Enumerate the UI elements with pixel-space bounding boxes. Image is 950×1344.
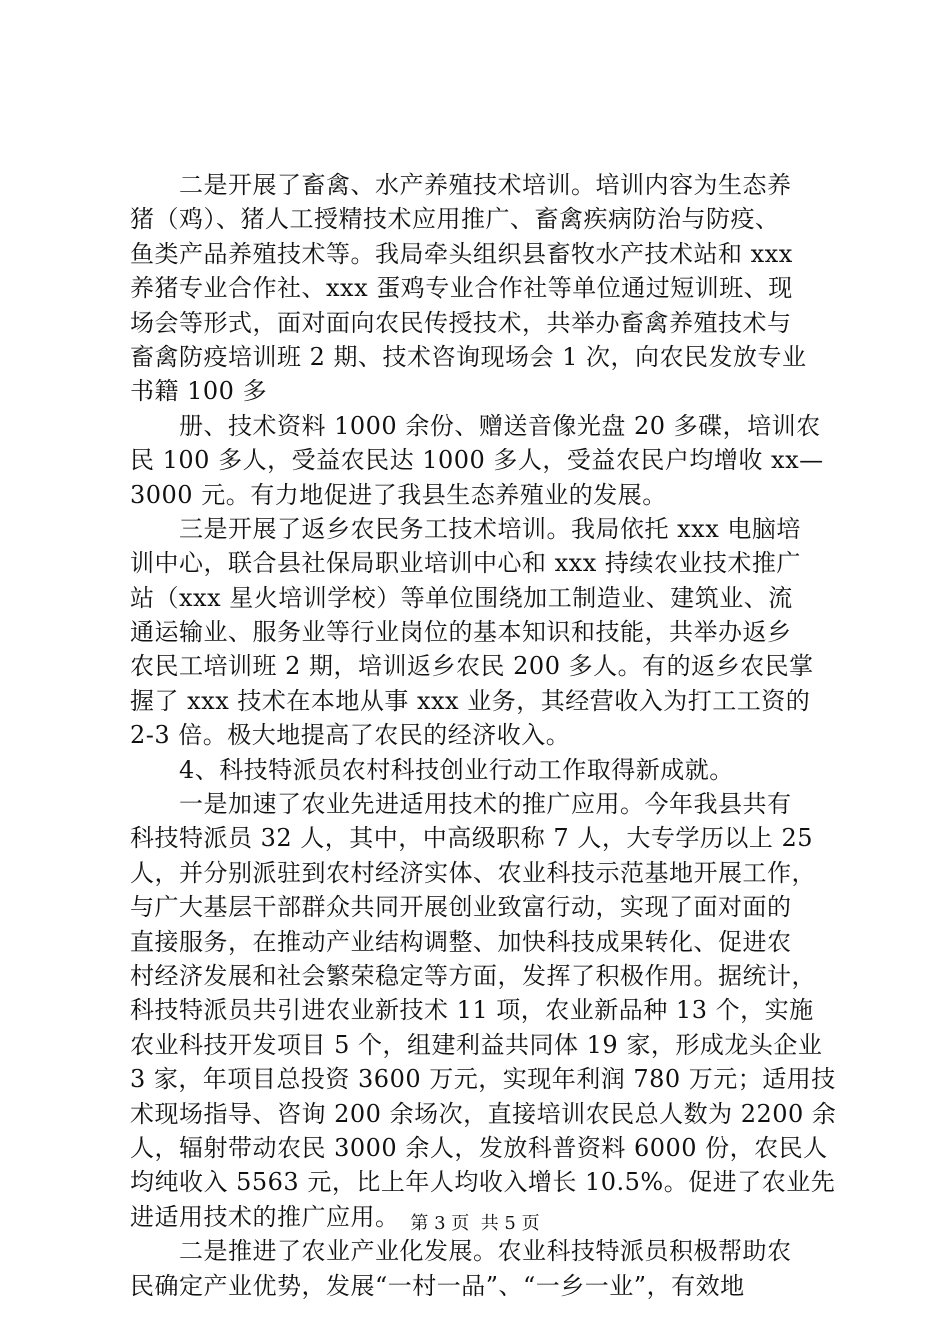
text-line: 册、技术资料 1000 余份、赠送音像光盘 20 多碟，培训农 — [130, 411, 821, 440]
text-line: 3000 元。有力地促进了我县生态养殖业的发展。 — [130, 480, 667, 509]
text-line: 2-3 倍。极大地提高了农民的经济收入。 — [130, 721, 571, 750]
page-number-footer: 第 3 页 共 5 页 — [410, 1213, 540, 1234]
text-line: 人，辐射带动农民 3000 余人，发放科普资料 6000 份，农民人 — [130, 1133, 828, 1162]
text-line: 二是推进了农业产业化发展。农业科技特派员积极帮助农 — [130, 1237, 792, 1266]
text-line: 训中心，联合县社保局职业培训中心和 xxx 持续农业技术推广 — [130, 549, 801, 578]
text-line: 猪（鸡）、猪人工授精技术应用推广、畜禽疾病防治与防疫、 — [130, 205, 780, 234]
text-line: 三是开展了返乡农民务工技术培训。我局依托 xxx 电脑培 — [130, 514, 801, 543]
text-line: 人，并分别派驻到农村经济实体、农业科技示范基地开展工作， — [130, 858, 816, 887]
text-line: 鱼类产品养殖技术等。我局牵头组织县畜牧水产技术站和 xxx — [130, 239, 793, 268]
text-line: 通运输业、服务业等行业岗位的基本知识和技能，共举办返乡 — [130, 618, 792, 647]
text-line: 农民工培训班 2 期，培训返乡农民 200 多人。有的返乡农民掌 — [130, 652, 814, 681]
text-line: 进适用技术的推广应用。 — [130, 1202, 400, 1231]
text-line: 村经济发展和社会繁荣稳定等方面，发挥了积极作用。据统计， — [130, 961, 816, 990]
text-line: 直接服务，在推动产业结构调整、加快科技成果转化、促进农 — [130, 927, 792, 956]
text-line: 民 100 多人，受益农民达 1000 多人，受益农民户均增收 xx— — [130, 446, 824, 475]
text-line: 与广大基层干部群众共同开展创业致富行动，实现了面对面的 — [130, 893, 792, 922]
section-heading: 4、科技特派员农村科技创业行动工作取得新成就。 — [130, 755, 734, 784]
text-line: 术现场指导、咨询 200 余场次，直接培训农民总人数为 2200 余 — [130, 1099, 837, 1128]
body-text — [130, 168, 837, 1303]
text-line: 书籍 100 多 — [130, 377, 268, 406]
text-line: 3 家，年项目总投资 3600 万元，实现年利润 780 万元；适用技 — [130, 1065, 836, 1094]
text-line: 科技特派员 32 人，其中，中高级职称 7 人，大专学历以上 25 — [130, 824, 813, 853]
text-line: 均纯收入 5563 元，比上年人均收入增长 10.5%。促进了农业先 — [130, 1168, 836, 1197]
text-line: 农业科技开发项目 5 个，组建利益共同体 19 家，形成龙头企业 — [130, 1030, 823, 1059]
text-line: 民确定产业优势，发展“一村一品”、“一乡一业”，有效地 — [130, 1271, 745, 1300]
text-line: 科技特派员共引进农业新技术 11 项，农业新品种 13 个，实施 — [130, 996, 814, 1025]
text-line: 握了 xxx 技术在本地从事 xxx 业务，其经营收入为打工工资的 — [130, 686, 811, 715]
text-line: 场会等形式，面对面向农民传授技术，共举办畜禽养殖技术与 — [130, 308, 792, 337]
text-line: 二是开展了畜禽、水产养殖技术培训。培训内容为生态养 — [130, 171, 792, 199]
text-line: 畜禽防疫培训班 2 期、技术咨询现场会 1 次，向农民发放专业 — [130, 342, 807, 371]
text-line: 一是加速了农业先进适用技术的推广应用。今年我县共有 — [130, 790, 792, 819]
text-line: 养猪专业合作社、xxx 蛋鸡专业合作社等单位通过短训班、现 — [130, 274, 793, 303]
text-line: 站（xxx 星火培训学校）等单位围绕加工制造业、建筑业、流 — [130, 583, 793, 612]
